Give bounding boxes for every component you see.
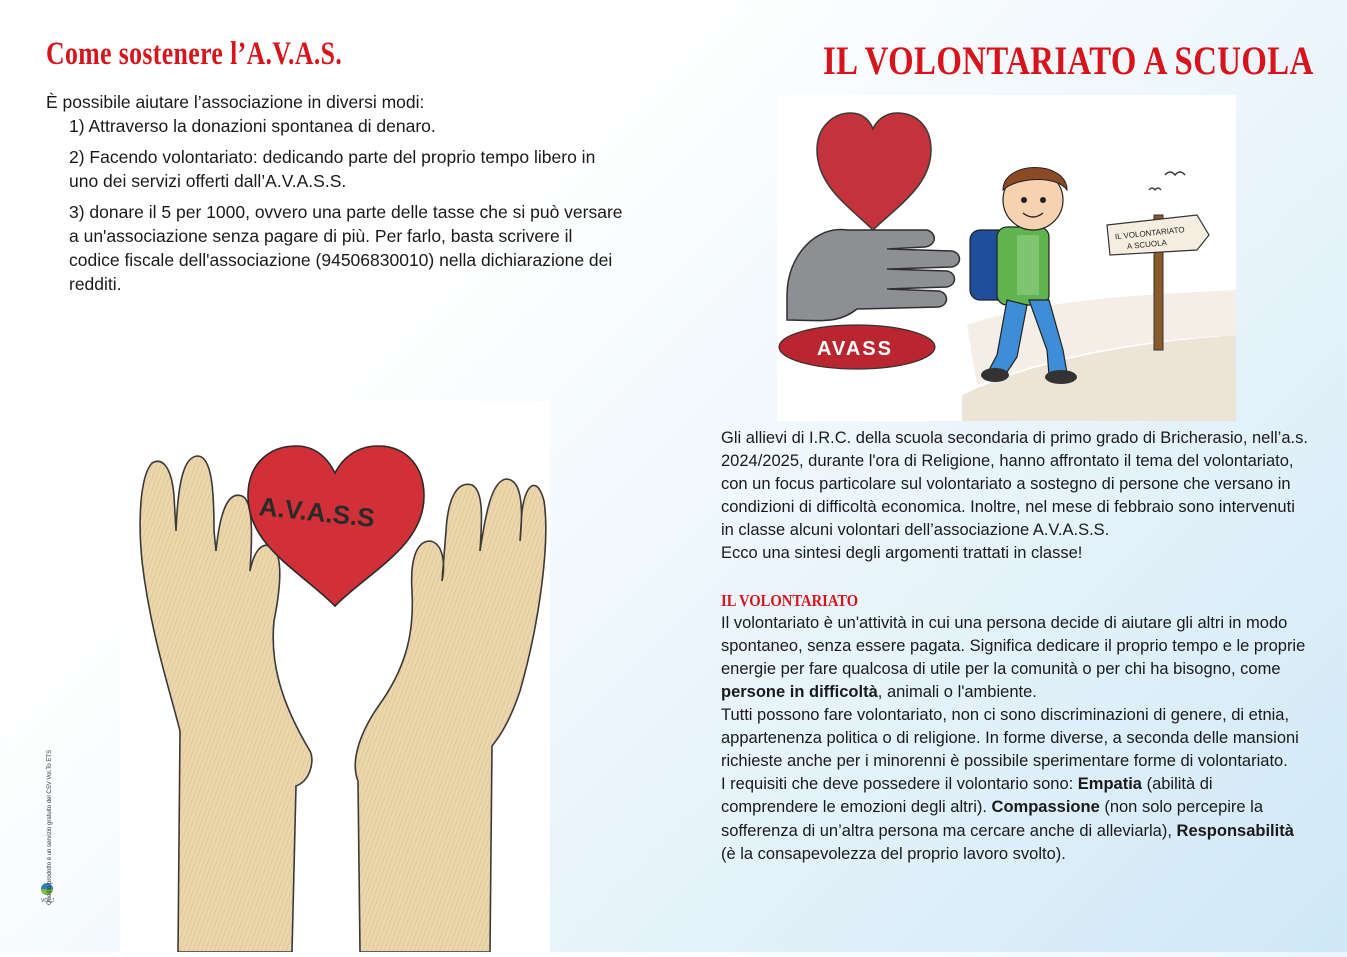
drawing-heart (817, 113, 931, 230)
svg-text:A SCUOLA: A SCUOLA (1126, 237, 1168, 252)
inclusion-paragraph: Tutti possono fare volontariato, non ci sono discriminazioni di genere, di etnia, appartenenza politica o di religione. In forme diverse, a seconda delle mansioni richieste anche per i minorenni è possibile sperimentare forme di volontariato. (721, 706, 1299, 771)
heart-lettering: A.V.A.S.S (257, 491, 377, 534)
support-item-1: 1) Attraverso la donazioni spontanea di denaro. (69, 116, 436, 136)
support-item-2: 2) Facendo volontariato: dedicando parte del proprio tempo libero in uno dei servizi offerti dall’A.V.A.S.S. (69, 147, 596, 191)
school-volunteering-text (721, 427, 1311, 866)
drawing-grey-hand (787, 229, 960, 320)
requirements-paragraph: I requisiti che deve possedere il volontario sono: Empatia (abilità di comprendere le emozioni degli altri). Compassione (non solo percepire la sofferenza di un’altra persona ma cercare anche di alleviarla), Responsabilità (è la consapevolezza del proprio lavoro svolto). (721, 775, 1294, 863)
section-title-volontariato: IL VOLONTARIATO (721, 590, 859, 610)
side-credit-note: Questo prodotto è un servizio gratuito del CSV Vol.To ETS (47, 749, 53, 905)
definition-paragraph: Il volontariato è un'attività in cui una persona decide di aiutare gli altri in modo spontaneo, senza essere pagata. Significa dedicare il proprio tempo e le proprie energie per fare qualcosa di utile per la comunità o per chi ha bisogno, come persone in difficoltà, animali o l'ambiente. (721, 613, 1306, 701)
right-title: IL VOLONTARIATO A SCUOLA (823, 38, 1314, 83)
avass-badge-label: AVASS (817, 338, 893, 360)
support-item-3: 3) donare il 5 per 1000, ovvero una parte delle tasse che si può versare a un'associazione senza pagare di più. Per farlo, basta scrivere il codice fiscale dell'associazione (94506830010) nella dichiarazione dei redditi. (69, 202, 623, 294)
left-title: Come sostenere l’A.V.A.S. (46, 36, 343, 72)
intro-closing: Ecco una sintesi degli argomenti trattati in classe! (721, 544, 1083, 563)
support-ways-text (46, 90, 626, 296)
intro-paragraph: Gli allievi di I.R.C. della scuola secondaria di primo grado di Bricherasio, nell’a.s. 2024/2025, durante l'ora di Religione, hanno affrontato il tema del volontariato, con un focus particolare sul volontariato a sostegno di persone che versano in condizioni di difficoltà economica. Inoltre, nel mese di febbraio sono intervenuti in classe alcuni volontari dell’associazione A.V.A.S.S. (721, 429, 1308, 540)
volunteer-student-drawing (777, 95, 1236, 421)
support-intro: È possibile aiutare l’associazione in diversi modi: (46, 92, 425, 112)
svg-text:IL VOLONTARIATO: IL VOLONTARIATO (1114, 225, 1186, 242)
hands-heart-drawing (120, 401, 550, 952)
svg-text:VOL.TO: VOL. (41, 898, 53, 904)
